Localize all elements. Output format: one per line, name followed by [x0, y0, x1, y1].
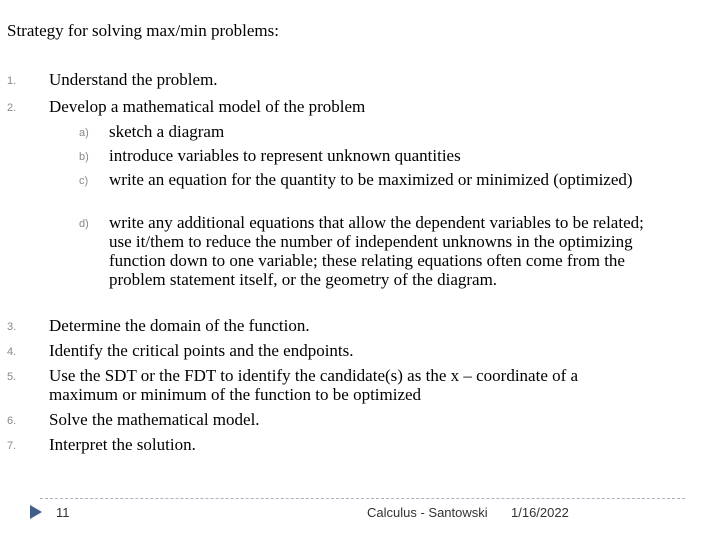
step-item: [7, 341, 649, 360]
step-number: 4.: [7, 346, 17, 358]
substep-text: introduce variables to represent unknown quantities: [109, 146, 461, 165]
step-item: [7, 70, 649, 89]
substep-text: write any additional equations that allow the dependent variables to be related; use it/them to reduce the number of independent unknowns in the optimizing function down to one variable; these relating equations often come from the problem statement itself, or the geometry of the diagram.: [109, 213, 644, 289]
substep-letter: a): [79, 127, 89, 139]
step-text: Solve the mathematical model.: [49, 410, 260, 429]
step-number: 6.: [7, 415, 17, 427]
substep-item: [79, 170, 649, 189]
substep-letter: c): [79, 175, 89, 187]
step-number: 7.: [7, 440, 17, 452]
step-number: 5.: [7, 371, 17, 383]
substep-text: write an equation for the quantity to be maximized or minimized (optimized): [109, 170, 633, 189]
step-text: Identify the critical points and the endpoints.: [49, 341, 354, 360]
step-text: Develop a mathematical model of the problem: [49, 97, 366, 116]
substep-item: [79, 213, 649, 289]
step-item: [7, 410, 649, 429]
step-item: [7, 366, 649, 404]
page-number: 11: [56, 505, 70, 520]
substep-letter: d): [79, 218, 89, 230]
footer-author: Calculus - Santowski: [367, 505, 488, 520]
step-text: Use the SDT or the FDT to identify the candidate(s) as the x – coordinate of a maximum or minimum of the function to be optimized: [49, 366, 579, 404]
step-text: Understand the problem.: [49, 70, 218, 89]
step-item: [7, 435, 649, 454]
step-text: Interpret the solution.: [49, 435, 196, 454]
footer-arrow-icon: [30, 505, 42, 519]
substep-text: sketch a diagram: [109, 122, 225, 141]
footer-divider: [40, 498, 685, 499]
step-item: [7, 97, 649, 116]
step-item: [7, 316, 649, 335]
step-number: 1.: [7, 75, 17, 87]
substep-item: [79, 122, 649, 141]
step-number: 2.: [7, 102, 17, 114]
step-number: 3.: [7, 321, 17, 333]
substep-item: [79, 146, 649, 165]
slide-title: Strategy for solving max/min problems:: [7, 21, 279, 40]
step-text: Determine the domain of the function.: [49, 316, 310, 335]
substep-letter: b): [79, 151, 89, 163]
footer-date: 1/16/2022: [511, 505, 569, 520]
